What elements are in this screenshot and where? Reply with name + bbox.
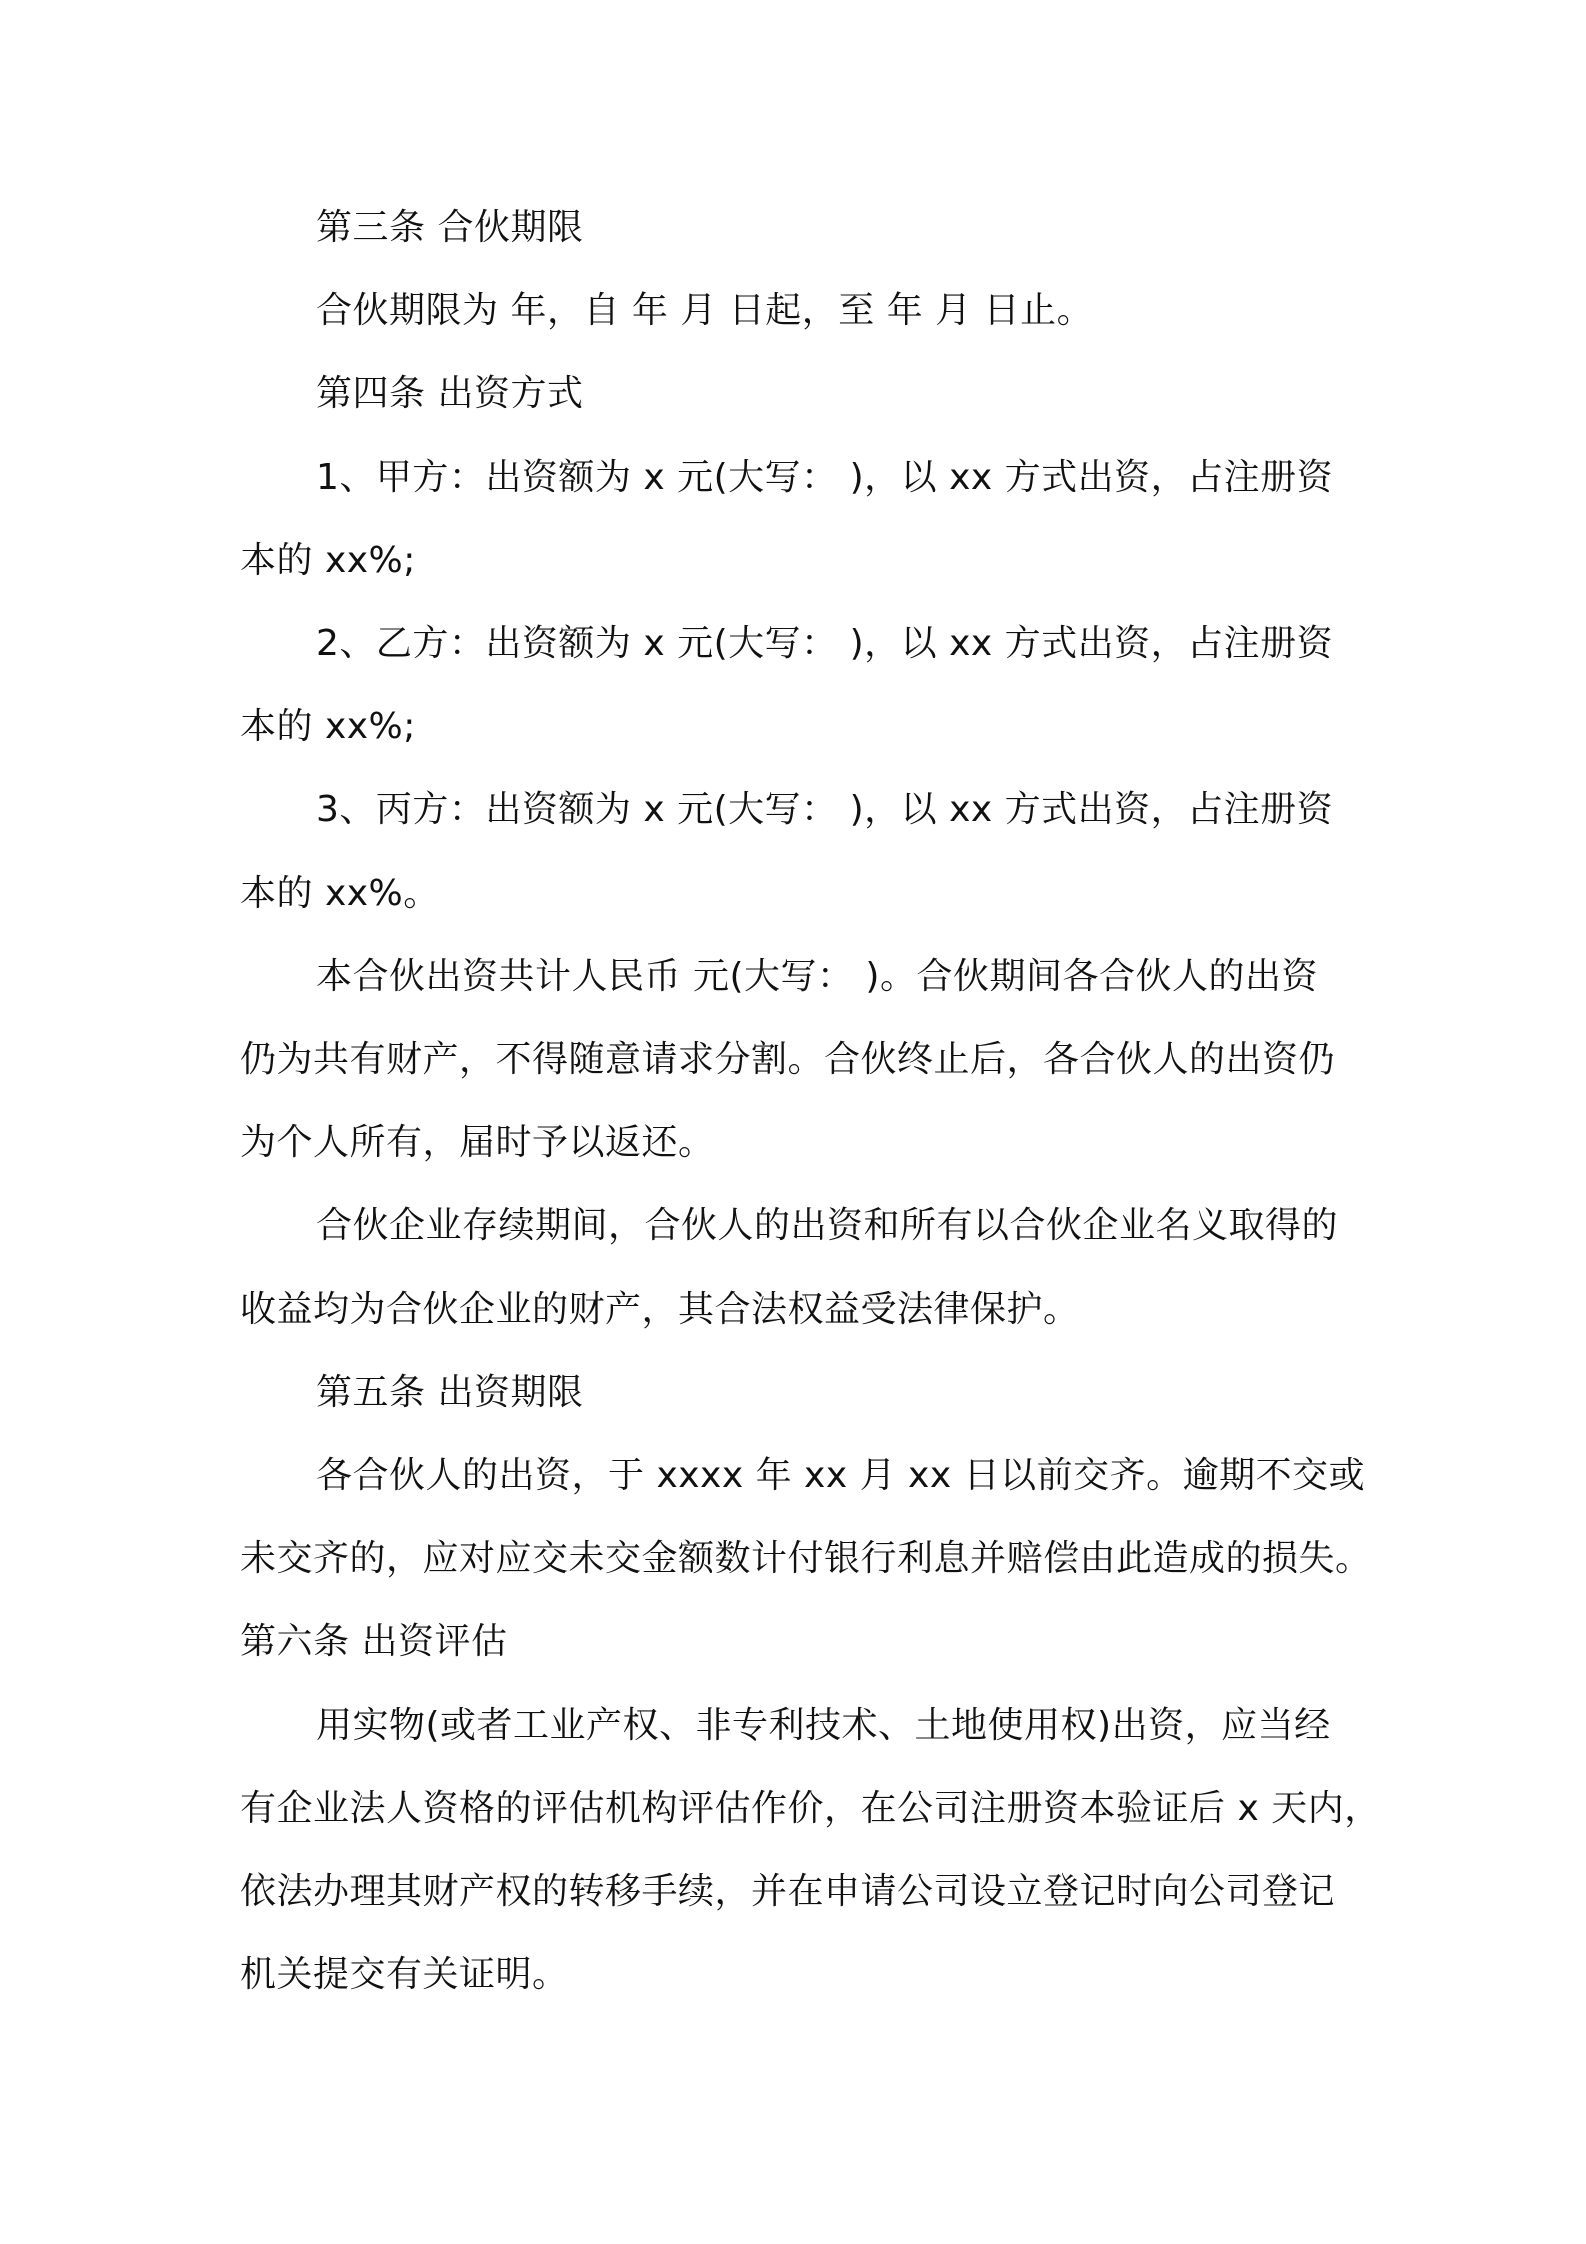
total-capital-line-1: 本合伙出资共计人民币 元(大写： )。合伙期间各合伙人的出资 <box>316 956 1318 997</box>
partnership-assets-line-2: 收益均为合伙企业的财产，其合法权益受法律保护。 <box>240 1289 1080 1330</box>
article-5-heading: 第五条 出资期限 <box>316 1372 584 1413</box>
party-a-line-1: 1、甲方：出资额为 x 元(大写： )，以 xx 方式出资，占注册资 <box>316 457 1334 498</box>
article-6-heading: 第六条 出资评估 <box>240 1621 508 1662</box>
party-c-line-1: 3、丙方：出资额为 x 元(大写： )，以 xx 方式出资，占注册资 <box>316 789 1334 830</box>
article-3-heading: 第三条 合伙期限 <box>316 207 584 248</box>
party-c-line-2: 本的 xx%。 <box>240 873 440 914</box>
article-6-line-2: 有企业法人资格的评估机构评估作价，在公司注册资本验证后 x 天内， <box>240 1788 1381 1829</box>
total-capital-line-3: 为个人所有，届时予以返还。 <box>240 1122 715 1163</box>
party-b-line-2: 本的 xx%; <box>240 706 416 747</box>
total-capital-line-2: 仍为共有财产，不得随意请求分割。合伙终止后，各合伙人的出资仍 <box>240 1039 1336 1080</box>
party-b-line-1: 2、乙方：出资额为 x 元(大写： )，以 xx 方式出资，占注册资 <box>316 623 1334 664</box>
article-3-text: 合伙期限为 年，自 年 月 日起，至 年 月 日止。 <box>316 290 1094 331</box>
partnership-assets-line-1: 合伙企业存续期间，合伙人的出资和所有以合伙企业名义取得的 <box>316 1205 1339 1246</box>
article-6-line-1: 用实物(或者工业产权、非专利技术、土地使用权)出资，应当经 <box>316 1705 1331 1746</box>
article-5-line-1: 各合伙人的出资，于 xxxx 年 xx 月 xx 日以前交齐。逾期不交或 <box>316 1455 1366 1496</box>
article-6-line-4: 机关提交有关证明。 <box>240 1954 569 1995</box>
article-6-line-3: 依法办理其财产权的转移手续，并在申请公司设立登记时向公司登记 <box>240 1871 1336 1912</box>
party-a-line-2: 本的 xx%; <box>240 540 416 581</box>
article-5-line-2: 未交齐的，应对应交未交金额数计付银行利息并赔偿由此造成的损失。 <box>240 1538 1372 1579</box>
article-4-heading: 第四条 出资方式 <box>316 373 584 414</box>
